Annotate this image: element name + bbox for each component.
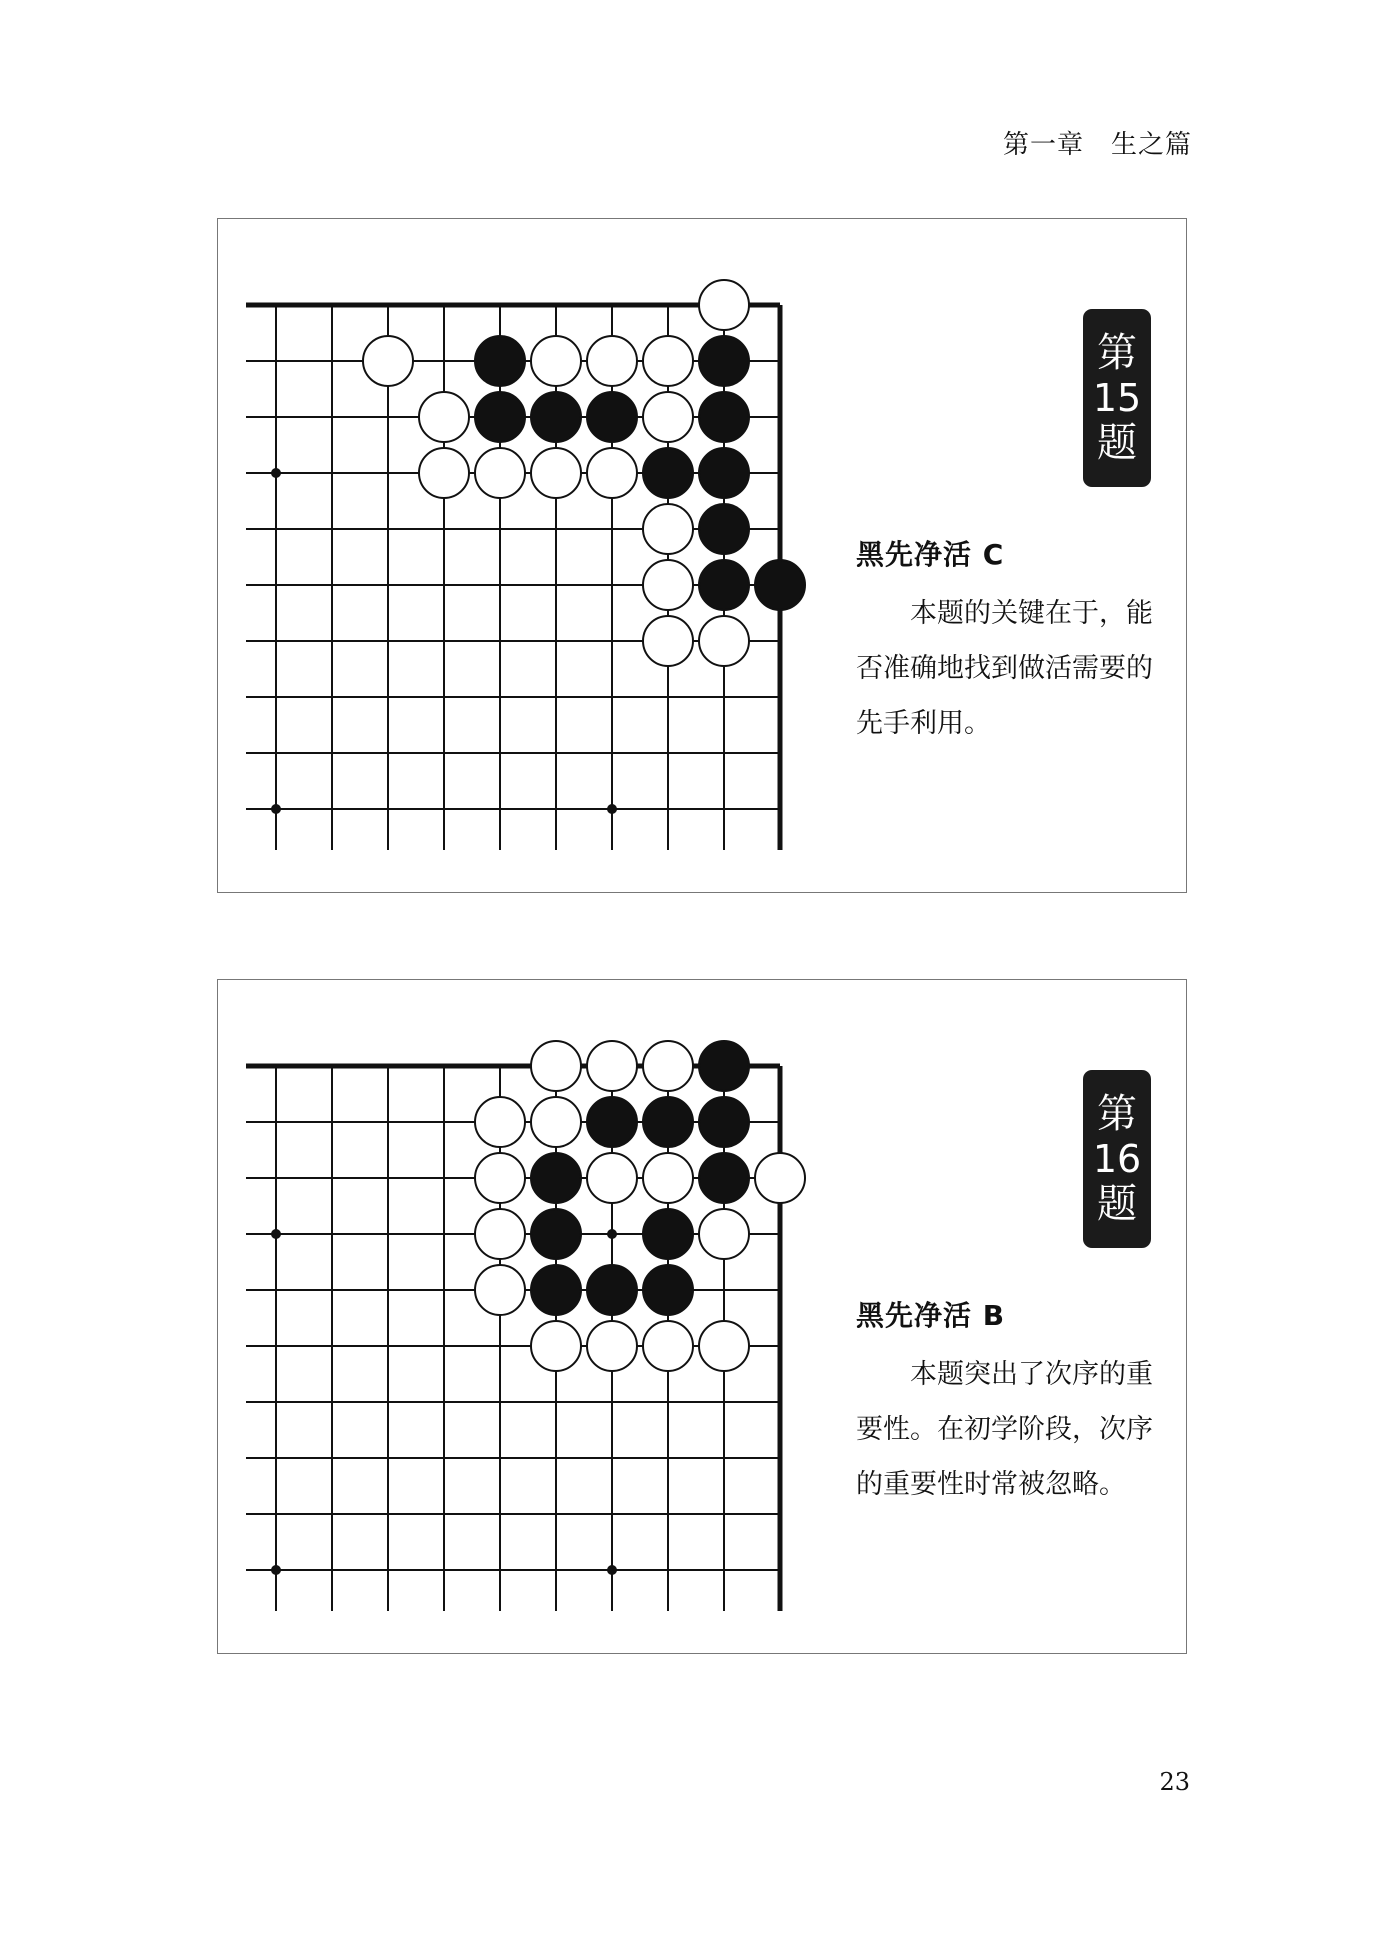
badge-number: 15 — [1092, 376, 1142, 420]
black-stone — [699, 504, 749, 554]
problem-description: 本题突出了次序的重要性。在初学阶段，次序的重要性时常被忽略。 — [856, 1359, 1153, 1500]
badge-char-top: 第 — [1097, 330, 1137, 376]
problem-panel — [217, 218, 1187, 893]
black-stone — [643, 1209, 693, 1259]
black-stone — [643, 1097, 693, 1147]
badge-number: 16 — [1092, 1137, 1142, 1181]
white-stone — [587, 448, 637, 498]
page-number: 23 — [1159, 1768, 1190, 1796]
star-point — [271, 1229, 281, 1239]
white-stone — [699, 280, 749, 330]
white-stone — [643, 616, 693, 666]
white-stone — [643, 504, 693, 554]
white-stone — [363, 336, 413, 386]
white-stone — [531, 1041, 581, 1091]
star-point — [271, 804, 281, 814]
white-stone — [643, 1321, 693, 1371]
white-stone — [755, 1153, 805, 1203]
problem-title: 黑先净活 B — [856, 1299, 1006, 1332]
white-stone — [643, 1153, 693, 1203]
black-stone — [699, 1153, 749, 1203]
black-stone — [643, 448, 693, 498]
problem-title: 黑先净活 C — [856, 538, 1005, 571]
white-stone — [475, 1097, 525, 1147]
white-stone — [419, 392, 469, 442]
white-stone — [643, 336, 693, 386]
black-stone — [587, 1265, 637, 1315]
white-stone — [531, 448, 581, 498]
black-stone — [531, 1209, 581, 1259]
problem-panel — [217, 979, 1187, 1654]
white-stone — [475, 448, 525, 498]
black-stone — [699, 336, 749, 386]
white-stone — [475, 1209, 525, 1259]
white-stone — [643, 560, 693, 610]
problem-number-badge — [1083, 309, 1151, 487]
white-stone — [475, 1265, 525, 1315]
white-stone — [587, 1153, 637, 1203]
badge-char-bottom: 题 — [1097, 420, 1137, 466]
black-stone — [699, 392, 749, 442]
black-stone — [643, 1265, 693, 1315]
white-stone — [419, 448, 469, 498]
black-stone — [699, 1041, 749, 1091]
star-point — [271, 1565, 281, 1575]
black-stone — [587, 392, 637, 442]
badge-char-bottom: 题 — [1097, 1181, 1137, 1227]
black-stone — [587, 1097, 637, 1147]
white-stone — [475, 1153, 525, 1203]
black-stone — [699, 448, 749, 498]
problem-description: 本题的关键在于，能否准确地找到做活需要的先手利用。 — [856, 598, 1153, 739]
running-header: 第一章 生之篇 — [1002, 130, 1192, 160]
white-stone — [699, 1321, 749, 1371]
black-stone — [475, 336, 525, 386]
black-stone — [475, 392, 525, 442]
black-stone — [699, 1097, 749, 1147]
star-point — [607, 1565, 617, 1575]
white-stone — [531, 336, 581, 386]
white-stone — [587, 336, 637, 386]
problem-number-badge — [1083, 1070, 1151, 1248]
white-stone — [531, 1097, 581, 1147]
black-stone — [531, 392, 581, 442]
star-point — [271, 468, 281, 478]
white-stone — [699, 1209, 749, 1259]
black-stone — [699, 560, 749, 610]
badge-char-top: 第 — [1097, 1091, 1137, 1137]
black-stone — [531, 1265, 581, 1315]
black-stone — [531, 1153, 581, 1203]
white-stone — [643, 392, 693, 442]
star-point — [607, 1229, 617, 1239]
white-stone — [587, 1041, 637, 1091]
white-stone — [587, 1321, 637, 1371]
white-stone — [531, 1321, 581, 1371]
black-stone — [755, 560, 805, 610]
white-stone — [643, 1041, 693, 1091]
star-point — [607, 804, 617, 814]
white-stone — [699, 616, 749, 666]
